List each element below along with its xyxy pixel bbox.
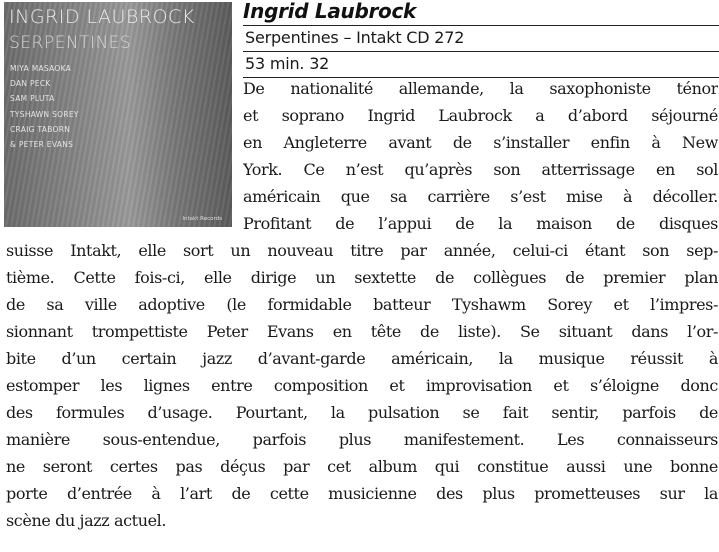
body-line: de sa ville adoptive (le formidable batteur Tyshawm Sorey et l’impres- bbox=[6, 295, 718, 314]
cover-musician: & PETER EVANS bbox=[10, 139, 74, 149]
body-line: américain que sa carrière s’est mise à décoller. bbox=[243, 187, 718, 206]
body-line: sionnant trompettiste Peter Evans en tête de liste). Se situant dans l’or- bbox=[6, 322, 718, 341]
body-line: des formules d’usage. Pourtant, la pulsation se fait sentir, parfois de bbox=[6, 403, 718, 422]
body-line: et soprano Ingrid Laubrock a d’abord séjourné bbox=[243, 106, 718, 125]
album-rule bbox=[243, 51, 719, 52]
review-title: Ingrid Laubrock bbox=[243, 0, 417, 23]
cover-musician: SAM PLUTA bbox=[10, 94, 55, 104]
body-line: suisse Intakt, elle sort un nouveau titre par année, celui-ci étant son sep- bbox=[6, 241, 718, 260]
cover-musician: CRAIG TABORN bbox=[10, 124, 71, 134]
cover-musician: DAN PECK bbox=[10, 79, 51, 89]
body-line: scène du jazz actuel. bbox=[6, 511, 167, 530]
cover-artist: INGRID LAUBROCK bbox=[9, 6, 195, 28]
cover-musician: TYSHAWN SOREY bbox=[10, 109, 79, 119]
body-line: York. Ce n’est qu’après son atterrissage en sol bbox=[243, 160, 718, 179]
album-line: Serpentines – Intakt CD 272 bbox=[245, 28, 465, 47]
album-cover bbox=[4, 2, 232, 227]
cover-musician-list bbox=[10, 61, 79, 152]
body-line: porte d’entrée à l’art de cette musicienne des plus prometteuses sur la bbox=[6, 484, 718, 503]
body-line: estomper les lignes entre composition et improvisation et s’éloigne donc bbox=[6, 376, 718, 395]
body-line: ne seront certes pas déçus par cet album qui constitue aussi une bonne bbox=[6, 457, 718, 476]
title-rule bbox=[243, 25, 719, 26]
body-line: manière sous-entendue, parfois plus manifestement. Les connaisseurs bbox=[6, 430, 718, 449]
body-line: Profitant de l’appui de la maison de disques bbox=[243, 214, 718, 233]
cover-label: Intakt Records bbox=[182, 216, 222, 222]
body-line: tième. Cette fois-ci, elle dirige un sextette de collègues de premier plan bbox=[6, 268, 718, 287]
cover-album-title: SERPENTINES bbox=[9, 33, 132, 53]
body-line: bite d’un certain jazz d’avant-garde américain, la musique réussit à bbox=[6, 349, 718, 368]
body-line: en Angleterre avant de s’installer enfin à New bbox=[243, 133, 718, 152]
body-line: De nationalité allemande, la saxophoniste ténor bbox=[243, 79, 718, 98]
duration: 53 min. 32 bbox=[245, 54, 330, 73]
cover-musician: MIYA MASAOKA bbox=[10, 64, 72, 73]
